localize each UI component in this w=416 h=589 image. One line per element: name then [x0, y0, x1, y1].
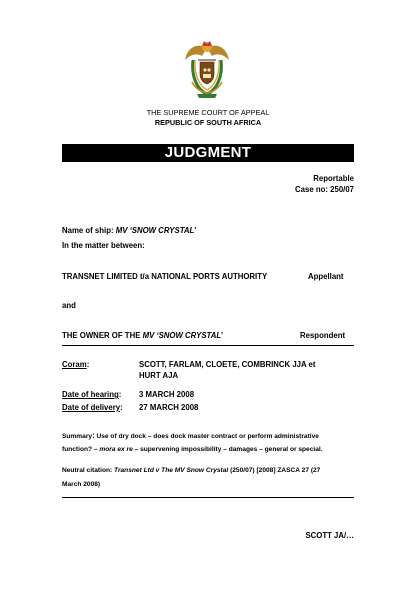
matter-between: In the matter between:	[62, 241, 145, 250]
ship-label: Name of ship:	[62, 226, 114, 235]
appellant-role: Appellant	[308, 272, 344, 281]
respondent-prefix: THE OWNER OF THE	[62, 331, 141, 340]
court-name: THE SUPREME COURT OF APPEAL	[146, 108, 270, 117]
reportable-label: Reportable	[313, 174, 354, 183]
respondent-role: Respondent	[300, 331, 346, 340]
delivery-label-line	[62, 403, 123, 412]
citation-case: Transnet Ltd v The MV Snow Crystal	[114, 467, 229, 474]
summary-line1	[62, 429, 358, 444]
judgment-title-bar: JUDGMENT	[62, 144, 354, 162]
summary-text2c: – supervening impossibility – damages – general or special.	[132, 446, 323, 453]
summary-mora: mora ex re	[99, 446, 133, 453]
summary-text1: Use of dry dock – does dock master contract or perform administrative	[94, 433, 319, 440]
appellant-name: TRANSNET LIMITED t/a NATIONAL PORTS AUTHORITY	[62, 272, 268, 281]
case-number: Case no: 250/07	[295, 185, 354, 194]
ship-name: MV ‘SNOW CRYSTAL’	[115, 226, 196, 235]
page-footer: SCOTT JA/…	[305, 531, 354, 540]
hearing-label-line	[62, 390, 121, 399]
summary-label: Summary	[62, 433, 93, 440]
hearing-colon: :	[118, 390, 122, 399]
citation-rest1: (250/07) [2008] ZASCA 27 (27	[228, 467, 321, 474]
summary-text2a: function? –	[62, 446, 100, 453]
coat-of-arms-icon	[183, 38, 231, 100]
respondent-name	[62, 331, 223, 340]
and-label: and	[62, 301, 76, 310]
summary-colon: :	[92, 431, 95, 440]
divider-bottom	[62, 497, 354, 498]
summary-line2	[62, 443, 358, 457]
delivery-colon: :	[120, 403, 123, 412]
hearing-date: 3 MARCH 2008	[139, 390, 195, 399]
delivery-label: Date of delivery	[62, 403, 121, 412]
divider-top	[62, 345, 354, 346]
coram-colon: :	[86, 360, 90, 369]
citation-label: Neutral citation:	[62, 467, 115, 474]
coram-line1: SCOTT, FARLAM, CLOETE, COMBRINCK JJA et	[139, 360, 316, 369]
country-name: REPUBLIC OF SOUTH AFRICA	[154, 118, 262, 127]
respondent-vessel: MV ‘SNOW CRYSTAL’	[142, 331, 223, 340]
coram-line2: HURT AJA	[139, 371, 179, 380]
hearing-label: Date of hearing	[62, 390, 119, 399]
ship-name-line	[62, 226, 196, 235]
citation-line2: March 2008)	[62, 481, 101, 488]
coram-label-line	[62, 360, 89, 369]
coram-label: Coram	[62, 360, 87, 369]
citation-line1	[62, 464, 358, 478]
delivery-date: 27 MARCH 2008	[139, 403, 199, 412]
